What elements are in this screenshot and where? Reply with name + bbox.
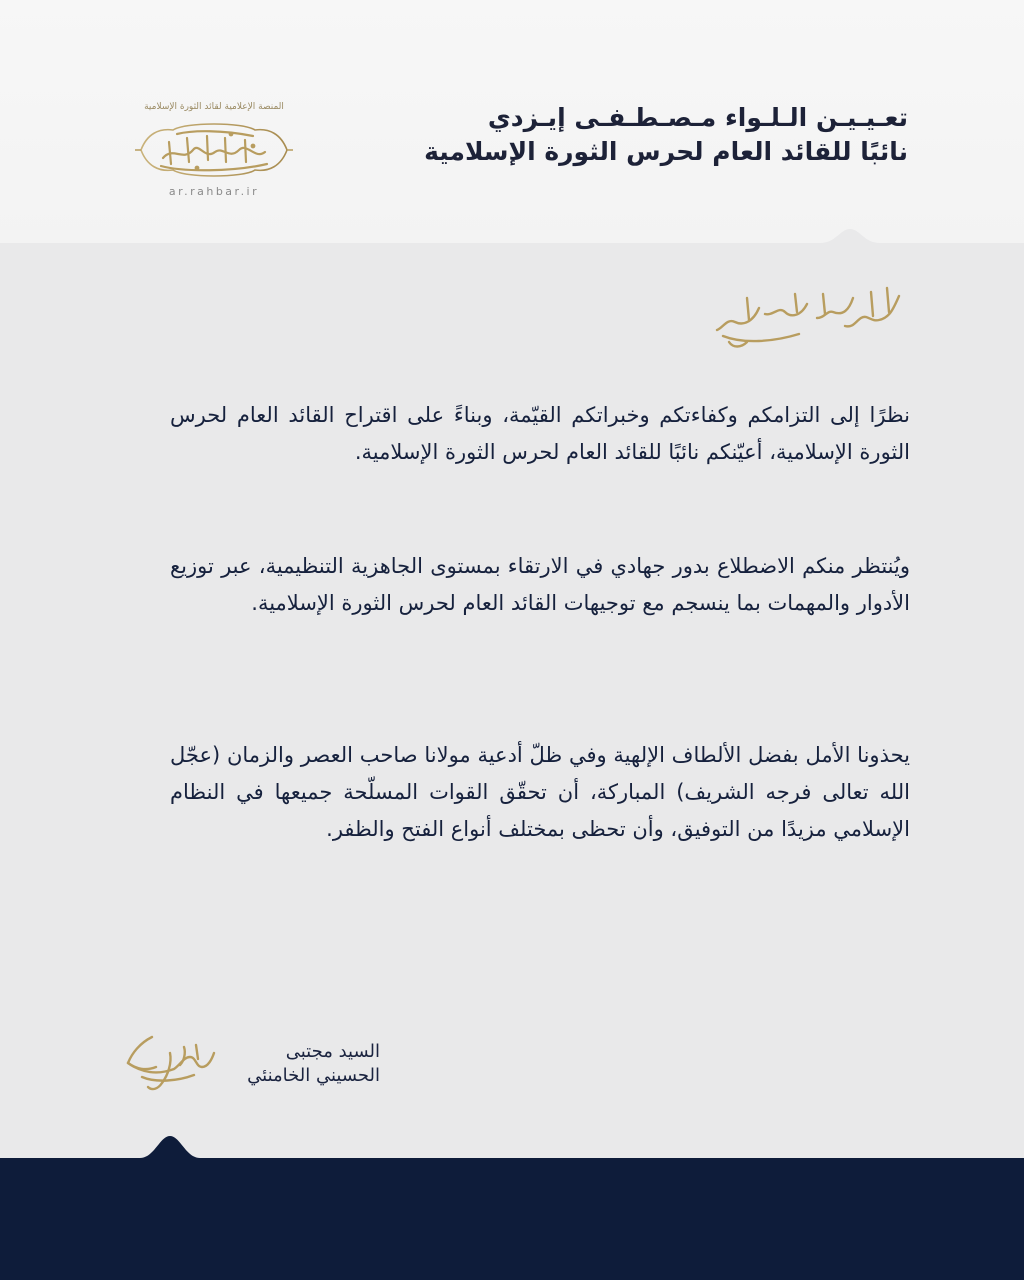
logo-caption: المنصة الإعلامية لقائد الثورة الإسلامية [144,102,284,112]
signatory-name-line-2: الحسيني الخامنئي [247,1065,380,1086]
signatory-name-line-1: السيد مجتبى [285,1041,380,1062]
paragraph-3: يحذونا الأمل بفضل الألطاف الإلهية وفي ظلّ أدعية مولانا صاحب العصر والزمان (عجّل الله تعالى فرجه الشريف) المباركة، أن تحقّق القوات المسلّحة جميعها في النظام الإسلامي مزيدًا من التوفيق، وأن تحظى بمختلف أنواع الفتح والظفر. [170,743,910,841]
letter-card [0,243,1024,1158]
page-title [424,101,908,169]
footer-band [0,1158,1024,1280]
signatory-name [225,1040,380,1088]
title-line-1: تعـيـيـن الـلـواء مـصـطـفـى إيـزدي [487,103,908,132]
title-line-2: نائبًا للقائد العام لحرس الثورة الإسلامية [424,137,908,166]
handwritten-signature [122,1033,217,1095]
calligraphy-emblem-icon [133,116,295,184]
basmala-calligraphy [703,282,908,352]
site-url: ar.rahbar.ir [168,185,260,198]
paragraph-2: ويُنتظر منكم الاضطلاع بدور جهادي في الارتقاء بمستوى الجاهزية التنظيمية، عبر توزيع الأدوار والمهمات بما ينسجم مع توجيهات القائد العام لحرس الثورة الإسلامية. [170,554,910,615]
paragraph-1: نظرًا إلى التزامكم وكفاءتكم وخبراتكم القيّمة، وبناءً على اقتراح القائد العام لحرس الثورة الإسلامية، أعيّنكم نائبًا للقائد العام لحرس الثورة الإسلامية. [170,403,910,464]
logo [133,98,295,208]
